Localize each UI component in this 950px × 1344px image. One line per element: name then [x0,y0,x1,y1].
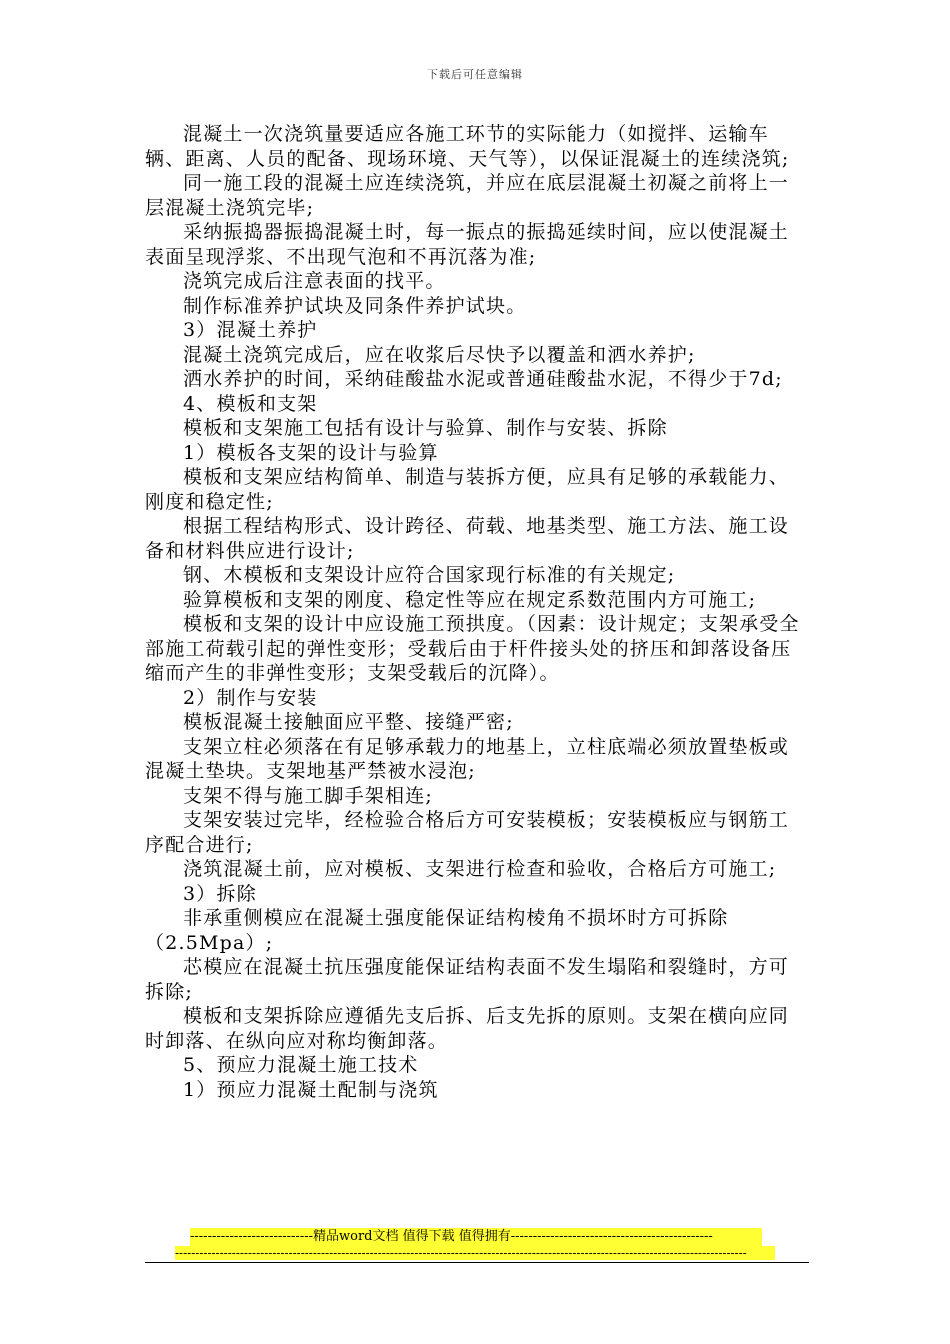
paragraph: 制作标准养护试块及同条件养护试块。 [183,294,527,317]
paragraph: 支架不得与施工脚手架相连; [183,784,434,807]
paragraph: 模板和支架拆除应遵循先支后拆、后支先拆的原则。支架在横向应同时卸落、在纵向应对称均衡卸落。 [145,1005,790,1052]
page-header: 下载后可任意编辑 [427,68,523,81]
section-heading: 1）预应力混凝土配制与浇筑 [183,1078,439,1101]
section-heading: 2）制作与安装 [183,686,318,709]
paragraph: 同一施工段的混凝土应连续浇筑，并应在底层混凝土初凝之前将上一层混凝土浇筑完毕; [145,172,790,219]
paragraph: 验算模板和支架的刚度、稳定性等应在规定系数范围内方可施工; [183,588,757,611]
paragraph: 非承重侧模应在混凝土强度能保证结构棱角不损坏时方可拆除（2.5Mpa）; [145,907,729,954]
paragraph: 洒水养护的时间，采纳硅酸盐水泥或普通硅酸盐水泥，不得少于7d; [183,368,783,390]
footer-dash-line: --------------------------------------------------------------------------------------------------------------------------------------------- [175,1246,775,1260]
paragraph: 浇筑混凝土前，应对模板、支架进行检查和验收，合格后方可施工; [183,858,777,880]
paragraph: 钢、木模板和支架设计应符合国家现行标准的有关规定; [183,564,676,586]
paragraph: 支架立柱必须落在有足够承载力的地基上，立柱底端必须放置垫板或混凝土垫块。支架地基严禁被水浸泡; [145,735,790,782]
section-heading: 4、模板和支架 [183,392,318,415]
paragraph: 根据工程结构形式、设计跨径、荷载、地基类型、施工方法、施工设备和材料供应进行设计; [145,515,790,562]
section-heading: 5、预应力混凝土施工技术 [183,1054,419,1076]
paragraph: 模板混凝土接触面应平整、接缝严密; [183,711,514,733]
document-body [145,122,809,1102]
paragraph: 浇筑完成后注意表面的找平。 [183,270,446,292]
paragraph: 模板和支架的设计中应设施工预拱度。（因素：设计规定；支架承受全部施工荷载引起的弹性变形；受载后由于杆件接头处的挤压和卸落设备压缩而产生的非弹性变形；支架受载后的沉降）。 [145,613,800,684]
footer-rule [145,1262,809,1263]
section-heading: 1）模板各支架的设计与验算 [183,441,439,464]
section-heading: 3）拆除 [183,882,257,905]
section-heading: 3）混凝土养护 [183,319,318,341]
paragraph: 芯模应在混凝土抗压强度能保证结构表面不发生塌陷和裂缝时，方可拆除; [145,956,790,1003]
paragraph: 模板和支架应结构简单、制造与装拆方便，应具有足够的承载能力、刚度和稳定性; [145,466,790,513]
footer-banner-line: ----------------------------精品word文档 值得下载 值得拥有---------------------------------------------- [190,1228,762,1246]
paragraph: 采纳振捣器振捣混凝土时，每一振点的振捣延续时间，应以使混凝土表面呈现浮浆、不出现气泡和不再沉落为准; [145,221,790,268]
paragraph: 混凝土一次浇筑量要适应各施工环节的实际能力（如搅拌、运输车辆、距离、人员的配备、现场环境、天气等），以保证混凝土的连续浇筑; [145,123,790,170]
paragraph: 混凝土浇筑完成后，应在收浆后尽快予以覆盖和洒水养护; [183,343,696,366]
paragraph: 模板和支架施工包括有设计与验算、制作与安装、拆除 [183,417,668,439]
paragraph: 支架安装过完毕，经检验合格后方可安装模板；安装模板应与钢筋工序配合进行; [145,809,790,856]
